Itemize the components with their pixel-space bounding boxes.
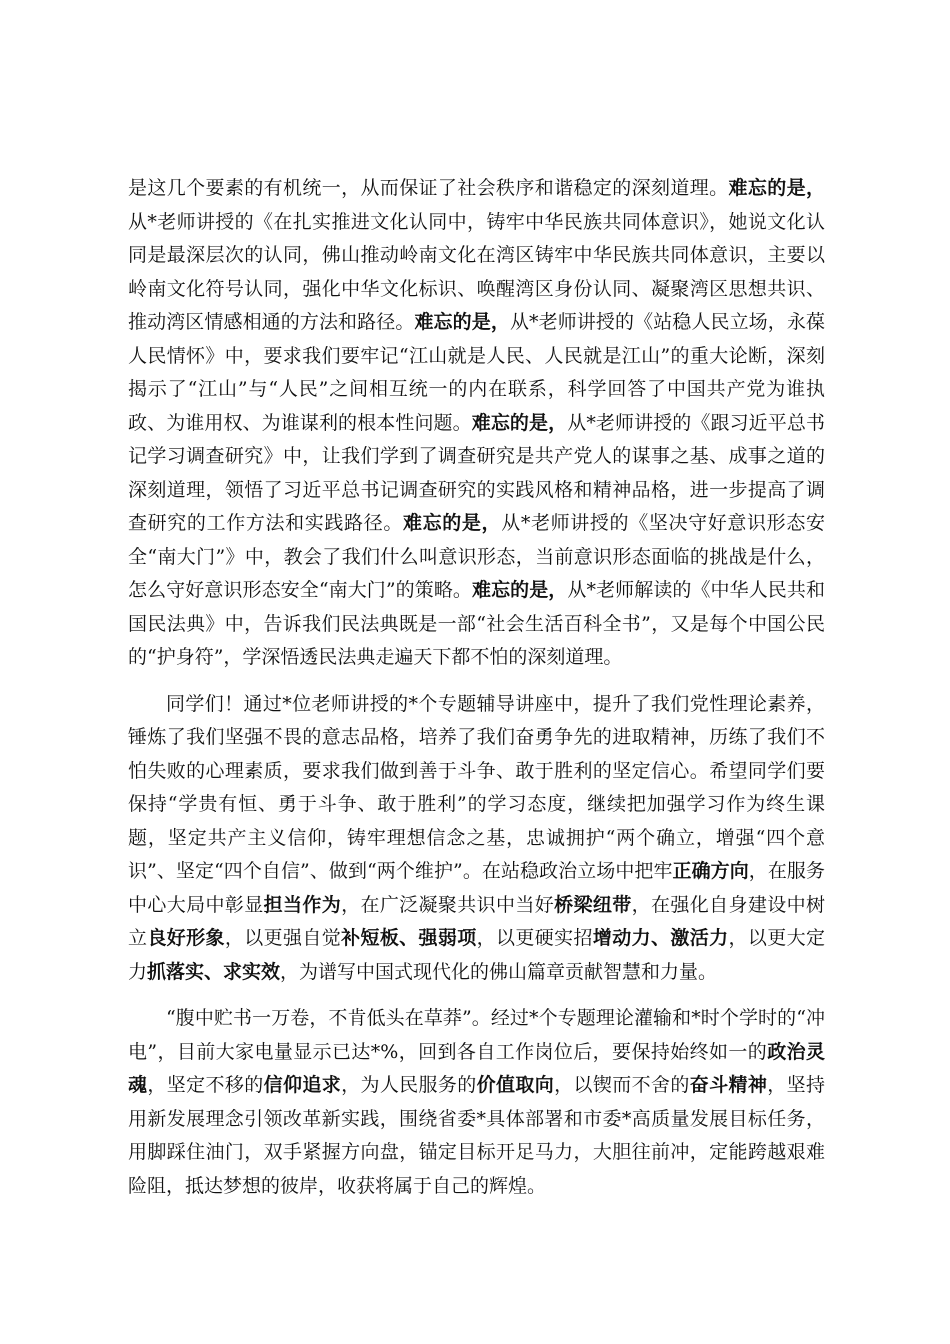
paragraph-closing-exhortation	[128, 1002, 825, 1203]
text-run: ，以更大定力	[128, 927, 825, 983]
bold-run: 奋斗精神	[689, 1074, 768, 1096]
bold-run: 难忘的是，	[471, 411, 568, 434]
paragraph-classmates-address	[128, 688, 825, 990]
text-run: ，以锲而不舍的	[554, 1074, 690, 1096]
text-run: 从*老师讲授的《在扎实推进文化认同中，铸牢中华民族共同体意识》，她说文化认同是最深层次的认同，佛山推动岭南文化在湾区铸牢中华民族共同体意识，主要以岭南文化符号认同，强化中华文化标识、唤醒湾区身份认同、凝聚湾区思想共识、推动湾区情感相通的方法和路径。	[128, 210, 825, 333]
bold-run: 正确方向	[672, 860, 749, 882]
bold-run: 抓落实、求实效	[147, 960, 281, 983]
bold-run: 难忘的是，	[471, 579, 568, 601]
bold-run: 桥梁纽带	[554, 893, 632, 916]
bold-run: 难忘的是，	[414, 311, 510, 333]
text-run: 从*老师讲授的《站稳人民立场，永葆人民情怀》中，要求我们要牢记“江山就是人民、人民就是江山”的重大论断，深刻揭示了“江山”与“人民”之间相互统一的内在联系，科学回答了中国共产党为谁执政、为谁用权、为谁谋利的根本性问题。	[128, 311, 825, 434]
bold-run: 信仰追求	[263, 1074, 342, 1096]
text-run: 是这几个要素的有机统一，从而保证了社会秩序和谐稳定的深刻道理。	[128, 177, 729, 199]
bold-run: 担当作为	[263, 893, 342, 916]
bold-run: 增动力、激活力	[592, 927, 729, 949]
text-run: ，坚定不移的	[147, 1074, 264, 1096]
text-run: 同学们！通过*位老师讲授的*个专题辅导讲座中，提升了我们党性理论素养，锤炼了我们坚强不畏的意志品格，培养了我们奋勇争先的进取精神，历练了我们不怕失败的心理素质，要求我们做到善于斗争、敢于胜利的坚定信心。希望同学们要保持“学贵有恒、勇于斗争、敢于胜利”的学习态度，继续把加强学习作为终生课题，坚定共产主义信仰，铸牢理想信念之基，忠诚拥护“两个确立，增强“四个意识”、坚定“四个自信”、做到“两个维护”。在站稳政治立场中把牢	[128, 692, 825, 882]
text-run: ，在强化自身建设中树立	[128, 893, 825, 949]
text-run: ，在服务中心大局中彰显	[128, 860, 825, 916]
text-run: “腹中贮书一万卷，不肯低头在草莽”。经过*个专题理论灌输和*时个学时的“冲电”，目前大家电量显示已达*%，回到各自工作岗位后，要保持始终如一的	[128, 1007, 825, 1063]
text-run: 从*老师解读的《中华人民共和国民法典》中，告诉我们民法典既是一部“社会生活百科全书”，又是每个中国公民的“护身符”，学深悟透民法典走遍天下都不怕的深刻道理。	[128, 579, 825, 668]
text-run: ，为谱写中国式现代化的佛山篇章贡献智慧和力量。	[280, 960, 718, 983]
text-run: ，为人民服务的	[341, 1074, 477, 1096]
text-run: ，以更硬实招	[476, 927, 593, 949]
bold-run: 难忘的是，	[402, 512, 502, 534]
text-run: ，以更强自觉	[224, 927, 342, 949]
text-run: 从*老师讲授的《跟习近平总书记学习调查研究》中，让我们学到了调查研究是共产党人的谋事之基、成事之道的深刻道理，领悟了习近平总书记调查研究的实践风格和精神品格，进一步提高了调查研究的工作方法和实践路径。	[128, 411, 825, 534]
text-run: 从*老师讲授的《坚决守好意识形态安全“南大门”》中，教会了我们什么叫意识形态，当前意识形态面临的挑战是什么，怎么守好意识形态安全“南大门”的策略。	[128, 512, 825, 601]
bold-run: 良好形象	[147, 927, 225, 949]
bold-run: 难忘的是，	[728, 177, 825, 199]
bold-run: 价值取向	[476, 1074, 555, 1096]
document-page	[128, 172, 825, 1216]
bold-run: 政治灵魂	[128, 1040, 825, 1096]
paragraph-memorable-lectures	[128, 172, 825, 675]
bold-run: 补短板、强弱项	[341, 927, 477, 949]
text-run: ，坚持用新发展理念引领改革新实践，围绕省委*具体部署和市委*高质量发展目标任务，用脚踩住油门，双手紧握方向盘，锚定目标开足马力，大胆往前冲，定能跨越艰难险阻，抵达梦想的彼岸，收获将属于自己的辉煌。	[128, 1074, 825, 1197]
text-run: ，在广泛凝聚共识中当好	[341, 893, 555, 916]
